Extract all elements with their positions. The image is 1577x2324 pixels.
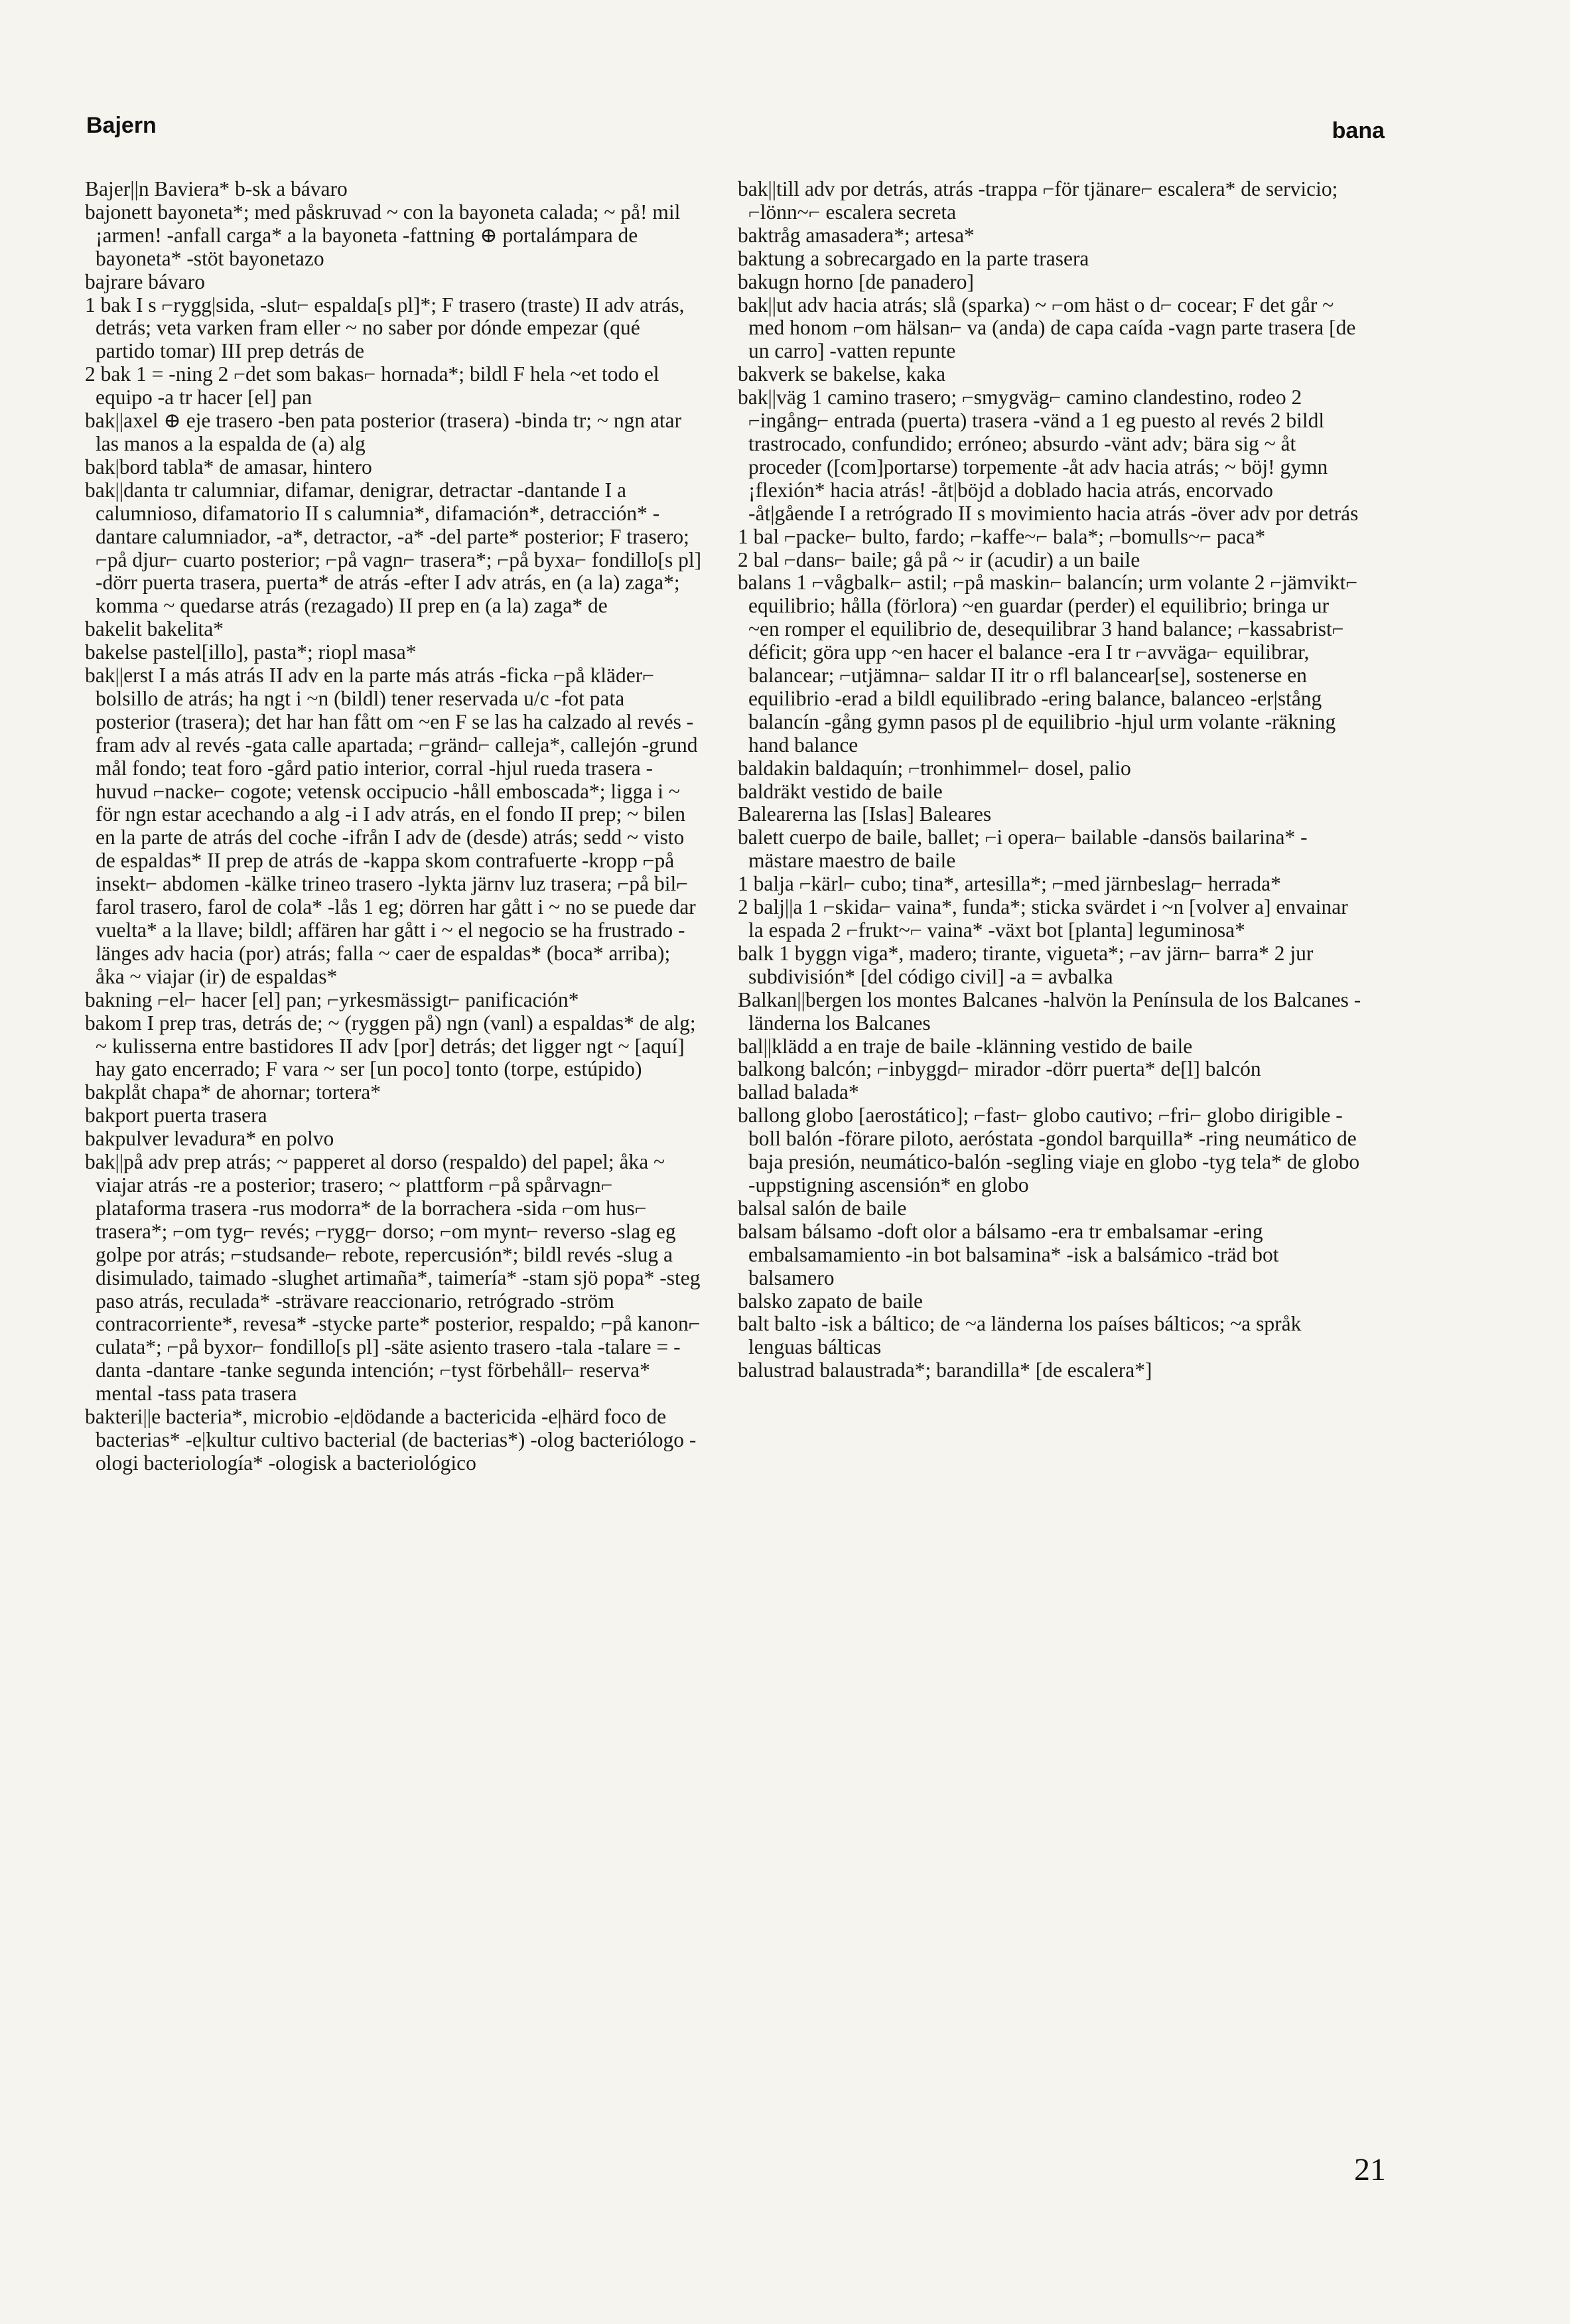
dictionary-entry: 1 balja ⌐kärl⌐ cubo; tina*, artesilla*; ⌐med järnbeslag⌐ herrada* — [738, 872, 1281, 896]
dictionary-entry: ballong globo [aerostático]; ⌐fast⌐ globo cautivo; ⌐fri⌐ globo dirigible -boll balón -förare piloto, aeróstata -gondol barquilla* -ring neumático de baja presión, neumático-balón -segling viaje en globo -tyg tela* de globo -uppstigning ascensión* en globo — [738, 1104, 1360, 1197]
dictionary-entry: bakpulver levadura* en polvo — [85, 1127, 334, 1151]
dictionary-entry: bak||danta tr calumniar, difamar, denigrar, detractar -dantande I a calumnioso, difamatorio II s calumnia*, difamación*, detracción* -dantare calumniador, -a*, detractor, -a* -del parte* posterior; F trasero; ⌐på djur⌐ cuarto posterior; ⌐på vagn⌐ trasera*; ⌐på byxa⌐ fondillo[s pl] -dörr puerta trasera, puerta* de atrás -efter I adv atrás, en (a la) zaga*; komma ~ quedarse atrás (rezagado) II prep en (a la) zaga* de — [85, 478, 702, 618]
dictionary-entry: 2 balj||a 1 ⌐skida⌐ vaina*, funda*; sticka svärdet i ~n [volver a] envainar la espada 2 ⌐frukt~⌐ vaina* -växt bot [planta] leguminosa* — [738, 895, 1348, 942]
dictionary-entry: bak||ut adv hacia atrás; slå (sparka) ~ ⌐om häst o d⌐ cocear; F det går ~ med honom ⌐om hälsan⌐ va (anda) de capa caída -vagn parte trasera [de un carro] -vatten repunte — [738, 293, 1356, 363]
dictionary-entry: balans 1 ⌐vågbalk⌐ astil; ⌐på maskin⌐ balancín; urm volante 2 ⌐jämvikt⌐ equilibrio; hålla (förlora) ~en guardar (perder) el equilibrio; bringa ur ~en romper el equilibrio de, desequilibrar 3 hand balance; ⌐kassabrist⌐ déficit; göra upp ~en hacer el balance -era I tr ⌐avväga⌐ equilibrar, balancear; ⌐utjämna⌐ saldar II itr o rfl balancear[se], sostenerse en equilibrio -erad a bildl equilibrado -ering balance, balanceo -er|stång balancín -gång gymn pasos pl de equilibrio -hjul urm volante -räkning hand balance — [738, 571, 1358, 757]
dictionary-entry: Balearerna las [Islas] Baleares — [738, 802, 992, 826]
dictionary-entry: Bajer||n Baviera* b-sk a bávaro — [85, 177, 348, 200]
dictionary-entry: baldakin baldaquín; ⌐tronhimmel⌐ dosel, palio — [738, 756, 1131, 780]
dictionary-entry: bakteri||e bacteria*, microbio -e|dödande a bactericida -e|härd foco de bacterias* -e|kultur cultivo bacterial (de bacterias*) -olog bacteriólogo -ologi bacteriología* -ologisk a bacteriológico — [85, 1405, 697, 1475]
dictionary-entry: baktung a sobrecargado en la parte trasera — [738, 246, 1089, 270]
dictionary-entry: 1 bak I s ⌐rygg|sida, -slut⌐ espalda[s pl]*; F trasero (traste) II adv atrás, detrás; veta varken fram eller ~ no saber por dónde empezar (qué partido tomar) III prep detrás de — [85, 293, 685, 363]
dictionary-entry: bakport puerta trasera — [85, 1104, 267, 1127]
dictionary-entry: 1 bal ⌐packe⌐ bulto, fardo; ⌐kaffe~⌐ bala*; ⌐bomulls~⌐ paca* — [738, 524, 1266, 548]
dictionary-entry: bak||erst I a más atrás II adv en la parte más atrás -ficka ⌐på kläder⌐ bolsillo de atrás; ha ngt i ~n (bildl) tener reservada u/c -fot pata posterior (trasera); det har han fått om ~en F se las ha calzado al revés -fram adv al revés -gata calle apartada; ⌐gränd⌐ calleja*, callejón -grund mål fondo; teat foro -gård patio interior, corral -hjul rueda trasera -huvud ⌐nacke⌐ cogote; vetensk occipucio -håll emboscada*; ligga i ~ för ngn estar acechando a alg -i I adv atrás, en el fondo II prep; ~ bilen en la parte de atrás del coche -ifrån I adv de (desde) atrás; sedd ~ visto de espaldas* II prep de atrás de -kappa skom contrafuerte -kropp ⌐på insekt⌐ abdomen -kälke trineo trasero -lykta järnv luz trasera; ⌐på bil⌐ farol trasero, farol de cola* -lås 1 eg; dörren har gått i ~ no se puede dar vuelta* a la llave; bildl; affären har gått i ~ el negocio se ha frustrado -länges adv hacia (por) atrás; falla ~ caer de espaldas* (boca* arriba); åka ~ viajar (ir) de espaldas* — [85, 664, 698, 988]
dictionary-entry: bakning ⌐el⌐ hacer [el] pan; ⌐yrkesmässigt⌐ panificación* — [85, 987, 579, 1011]
dictionary-entry: balk 1 byggn viga*, madero; tirante, vigueta*; ⌐av järn⌐ barra* 2 jur subdivisión* [del código civil] -a = avbalka — [738, 941, 1314, 988]
dictionary-entry: bak||axel ⊕ eje trasero -ben pata posterior (trasera) -binda tr; ~ ngn atar las manos a la espalda de (a) alg — [85, 409, 682, 455]
dictionary-entry: 2 bak 1 = -ning 2 ⌐det som bakas⌐ hornada*; bildl F hela ~et todo el equipo -a tr hacer [el] pan — [85, 362, 659, 409]
dictionary-entry: 2 bal ⌐dans⌐ baile; gå på ~ ir (acudir) a un baile — [738, 547, 1140, 571]
dictionary-entry: bal||klädd a en traje de baile -klänning vestido de baile — [738, 1034, 1193, 1058]
dictionary-entry: balt balto -isk a báltico; de ~a länderna los países bálticos; ~a språk lenguas bálticas — [738, 1312, 1302, 1359]
dictionary-entry: bak||väg 1 camino trasero; ⌐smygväg⌐ camino clandestino, rodeo 2 ⌐ingång⌐ entrada (puerta) trasera -vänd a 1 eg puesto al revés 2 bildl trastrocado, confundido; erróneo; absurdo -vänt adv; bära sig ~ åt proceder ([com]portarse) torpemente -åt adv hacia atrás; ~ böj! gymn ¡flexión* hacia atrás! -åt|böjd a doblado hacia atrás, encorvado -åt|gående I a retrógrado II s movimiento hacia atrás -över adv por detrás — [738, 386, 1359, 525]
dictionary-entry: bak||till adv por detrás, atrás -trappa ⌐för tjänare⌐ escalera* de servicio; ⌐lönn~⌐ escalera secreta — [738, 177, 1338, 224]
dictionary-entry: bak||på adv prep atrás; ~ papperet al dorso (respaldo) del papel; åka ~ viajar atrás -re a posterior; trasero; ~ plattform ⌐på spårvagn⌐ plataforma trasera -rus modorra* de la borrachera -sida ⌐om hus⌐ trasera*; ⌐om tyg⌐ revés; ⌐rygg⌐ dorso; ⌐om mynt⌐ reverso -slag eg golpe por atrás; ⌐studsande⌐ rebote, repercusión*; bildl revés -slug a disimulado, taimado -slughet artimaña*, taimería* -stam sjö popa* -steg paso atrás, reculada* -strävare reaccionario, retrógrado -ström contracorriente*, revesa* -stycke parte* posterior, respaldo; ⌐på kanon⌐ culata*; ⌐på byxor⌐ fondillo[s pl] -säte asiento trasero -tala -talare = -danta -dantare -tanke segunda intención; ⌐tyst förbehåll⌐ reserva* mental -tass pata trasera — [85, 1150, 701, 1406]
dictionary-entry: balsko zapato de baile — [738, 1289, 924, 1313]
running-head-left: Bajern — [86, 113, 157, 138]
running-head-right: bana — [1332, 118, 1385, 143]
dictionary-entry: bajrare bávaro — [85, 269, 206, 293]
dictionary-entry: bakelit bakelita* — [85, 617, 224, 641]
dictionary-entry: bakom I prep tras, detrás de; ~ (ryggen på) ngn (vanl) a espaldas* de alg; ~ kulisserna entre bastidores II adv [por] detrás; det ligger ngt ~ [aquí] hay gato encerrado; F vara ~ ser [un poco] tonto (torpe, estúpido) — [85, 1011, 696, 1081]
dictionary-entry: balsam bálsamo -doft olor a bálsamo -era tr embalsamar -ering embalsamamiento -in bot balsamina* -isk a balsámico -träd bot balsamero — [738, 1219, 1279, 1289]
dictionary-entry: bak|bord tabla* de amasar, hintero — [85, 455, 372, 478]
page-edge — [1570, 0, 1577, 2324]
dictionary-entry: baldräkt vestido de baile — [738, 779, 943, 803]
dictionary-entry: bakplåt chapa* de ahornar; tortera* — [85, 1080, 381, 1104]
right-column — [738, 178, 1361, 1382]
dictionary-entry: bakelse pastel[illo], pasta*; riopl masa* — [85, 640, 417, 664]
dictionary-entry: baktråg amasadera*; artesa* — [738, 223, 975, 247]
dictionary-entry: bakugn horno [de panadero] — [738, 269, 974, 293]
dictionary-entry: bakverk se bakelse, kaka — [738, 362, 946, 386]
dictionary-entry: balett cuerpo de baile, ballet; ⌐i opera⌐ bailable -dansös bailarina* -mästare maestro de baile — [738, 826, 1308, 873]
dictionary-entry: balsal salón de baile — [738, 1196, 907, 1220]
dictionary-entry: bajonett bayoneta*; med påskruvad ~ con la bayoneta calada; ~ på! mil ¡armen! -anfall carga* a la bayoneta -fattning ⊕ portalámpara de bayoneta* -stöt bayonetazo — [85, 200, 681, 270]
dictionary-entry: ballad balada* — [738, 1080, 859, 1104]
dictionary-entry: balustrad balaustrada*; barandilla* [de escalera*] — [738, 1358, 1152, 1382]
left-column — [85, 178, 702, 1475]
dictionary-entry: Balkan||bergen los montes Balcanes -halvön la Península de los Balcanes -länderna los Balcanes — [738, 987, 1361, 1035]
page-number: 21 — [1354, 2152, 1386, 2187]
dictionary-entry: balkong balcón; ⌐inbyggd⌐ mirador -dörr puerta* de[l] balcón — [738, 1057, 1261, 1081]
